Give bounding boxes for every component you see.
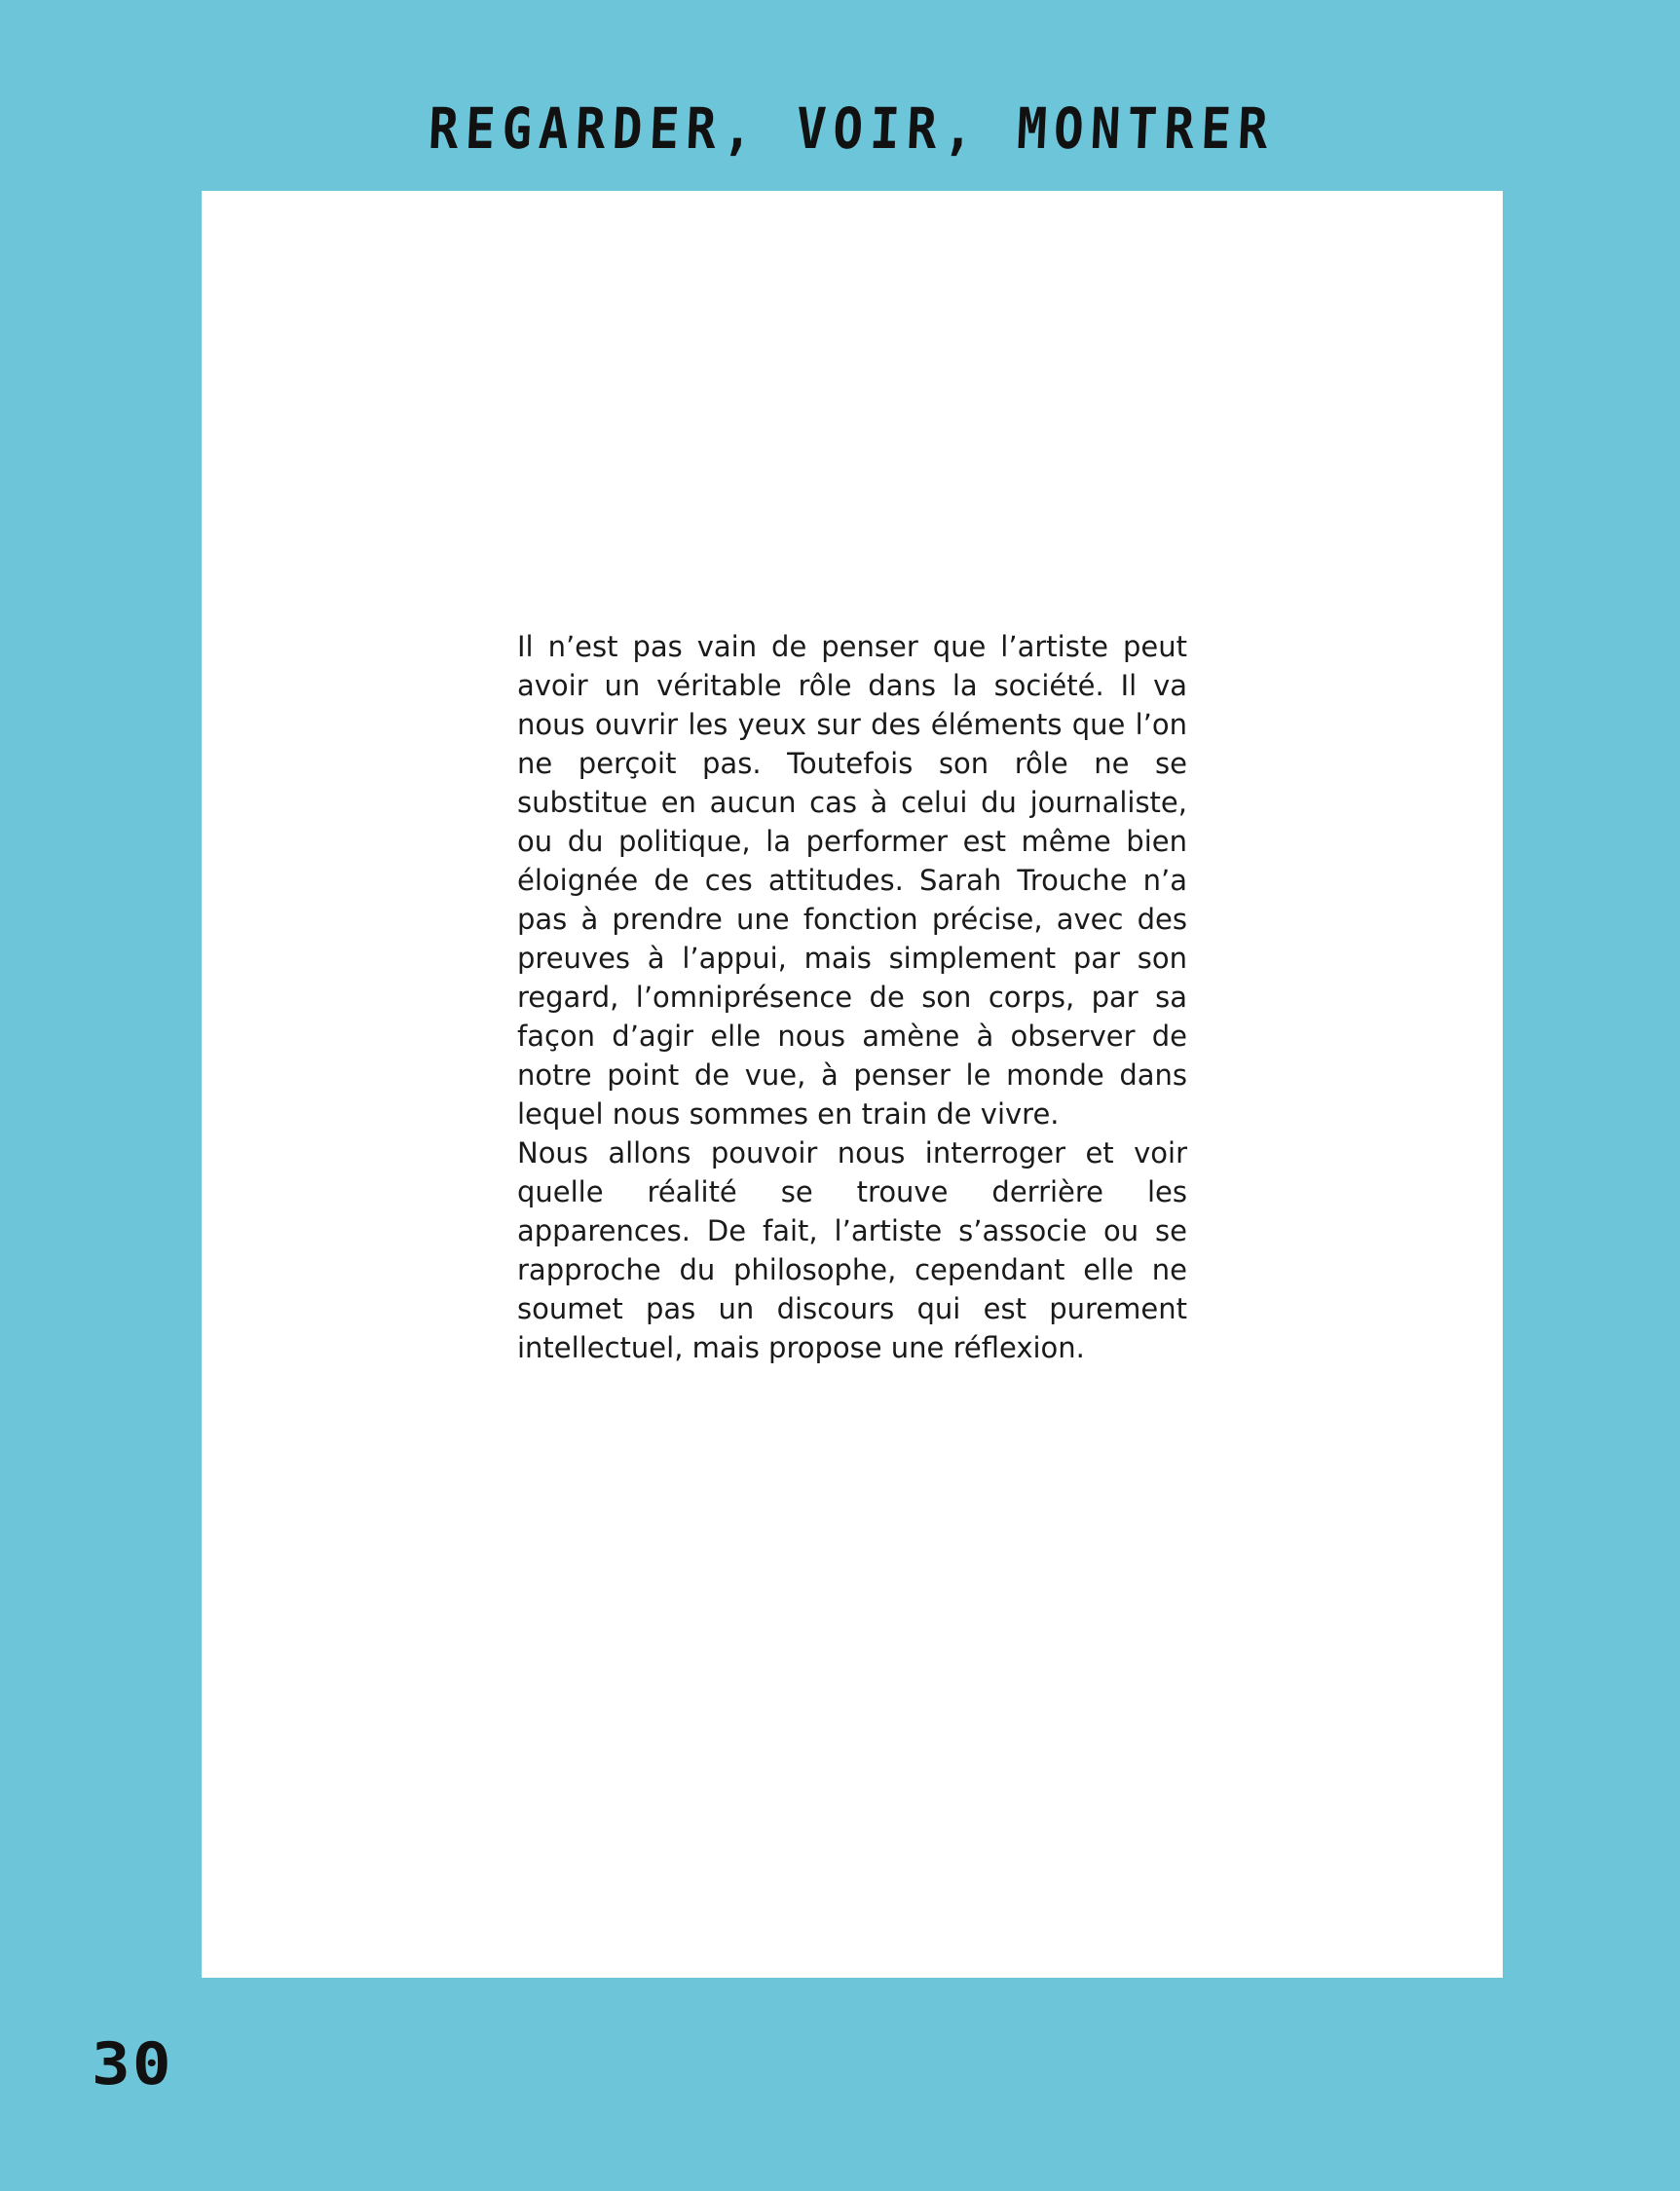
- paragraph-1: Il n’est pas vain de penser que l’artiste peut avoir un véritable rôle dans la société. Il va nous ouvrir les yeux sur des éléments que l’on ne perçoit pas. Toutefois son rôle ne se substitue en aucun cas à celui du journaliste, ou du politique, la performer est même bien éloignée de ces attitudes. Sarah Trouche n’a pas à prendre une fonction précise, avec des preuves à l’appui, mais simplement par son regard, l’omniprésence de son corps, par sa façon d’agir elle nous amène à observer de notre point de vue, à penser le monde dans lequel nous sommes en train de vivre.: [517, 630, 1187, 1131]
- paragraph-2: Nous allons pouvoir nous interroger et voir quelle réalité se trouve derrière les apparences. De fait, l’artiste s’associe ou se rapproche du philosophe, cependant elle ne soumet pas un discours qui est purement intellectuel, mais propose une réflexion.: [517, 1136, 1187, 1364]
- content-sheet: [202, 191, 1503, 1978]
- page-title: REGARDER, VOIR, MONTRER: [427, 95, 1277, 162]
- page-number: 30: [92, 2030, 173, 2098]
- body-text: [517, 627, 1187, 1367]
